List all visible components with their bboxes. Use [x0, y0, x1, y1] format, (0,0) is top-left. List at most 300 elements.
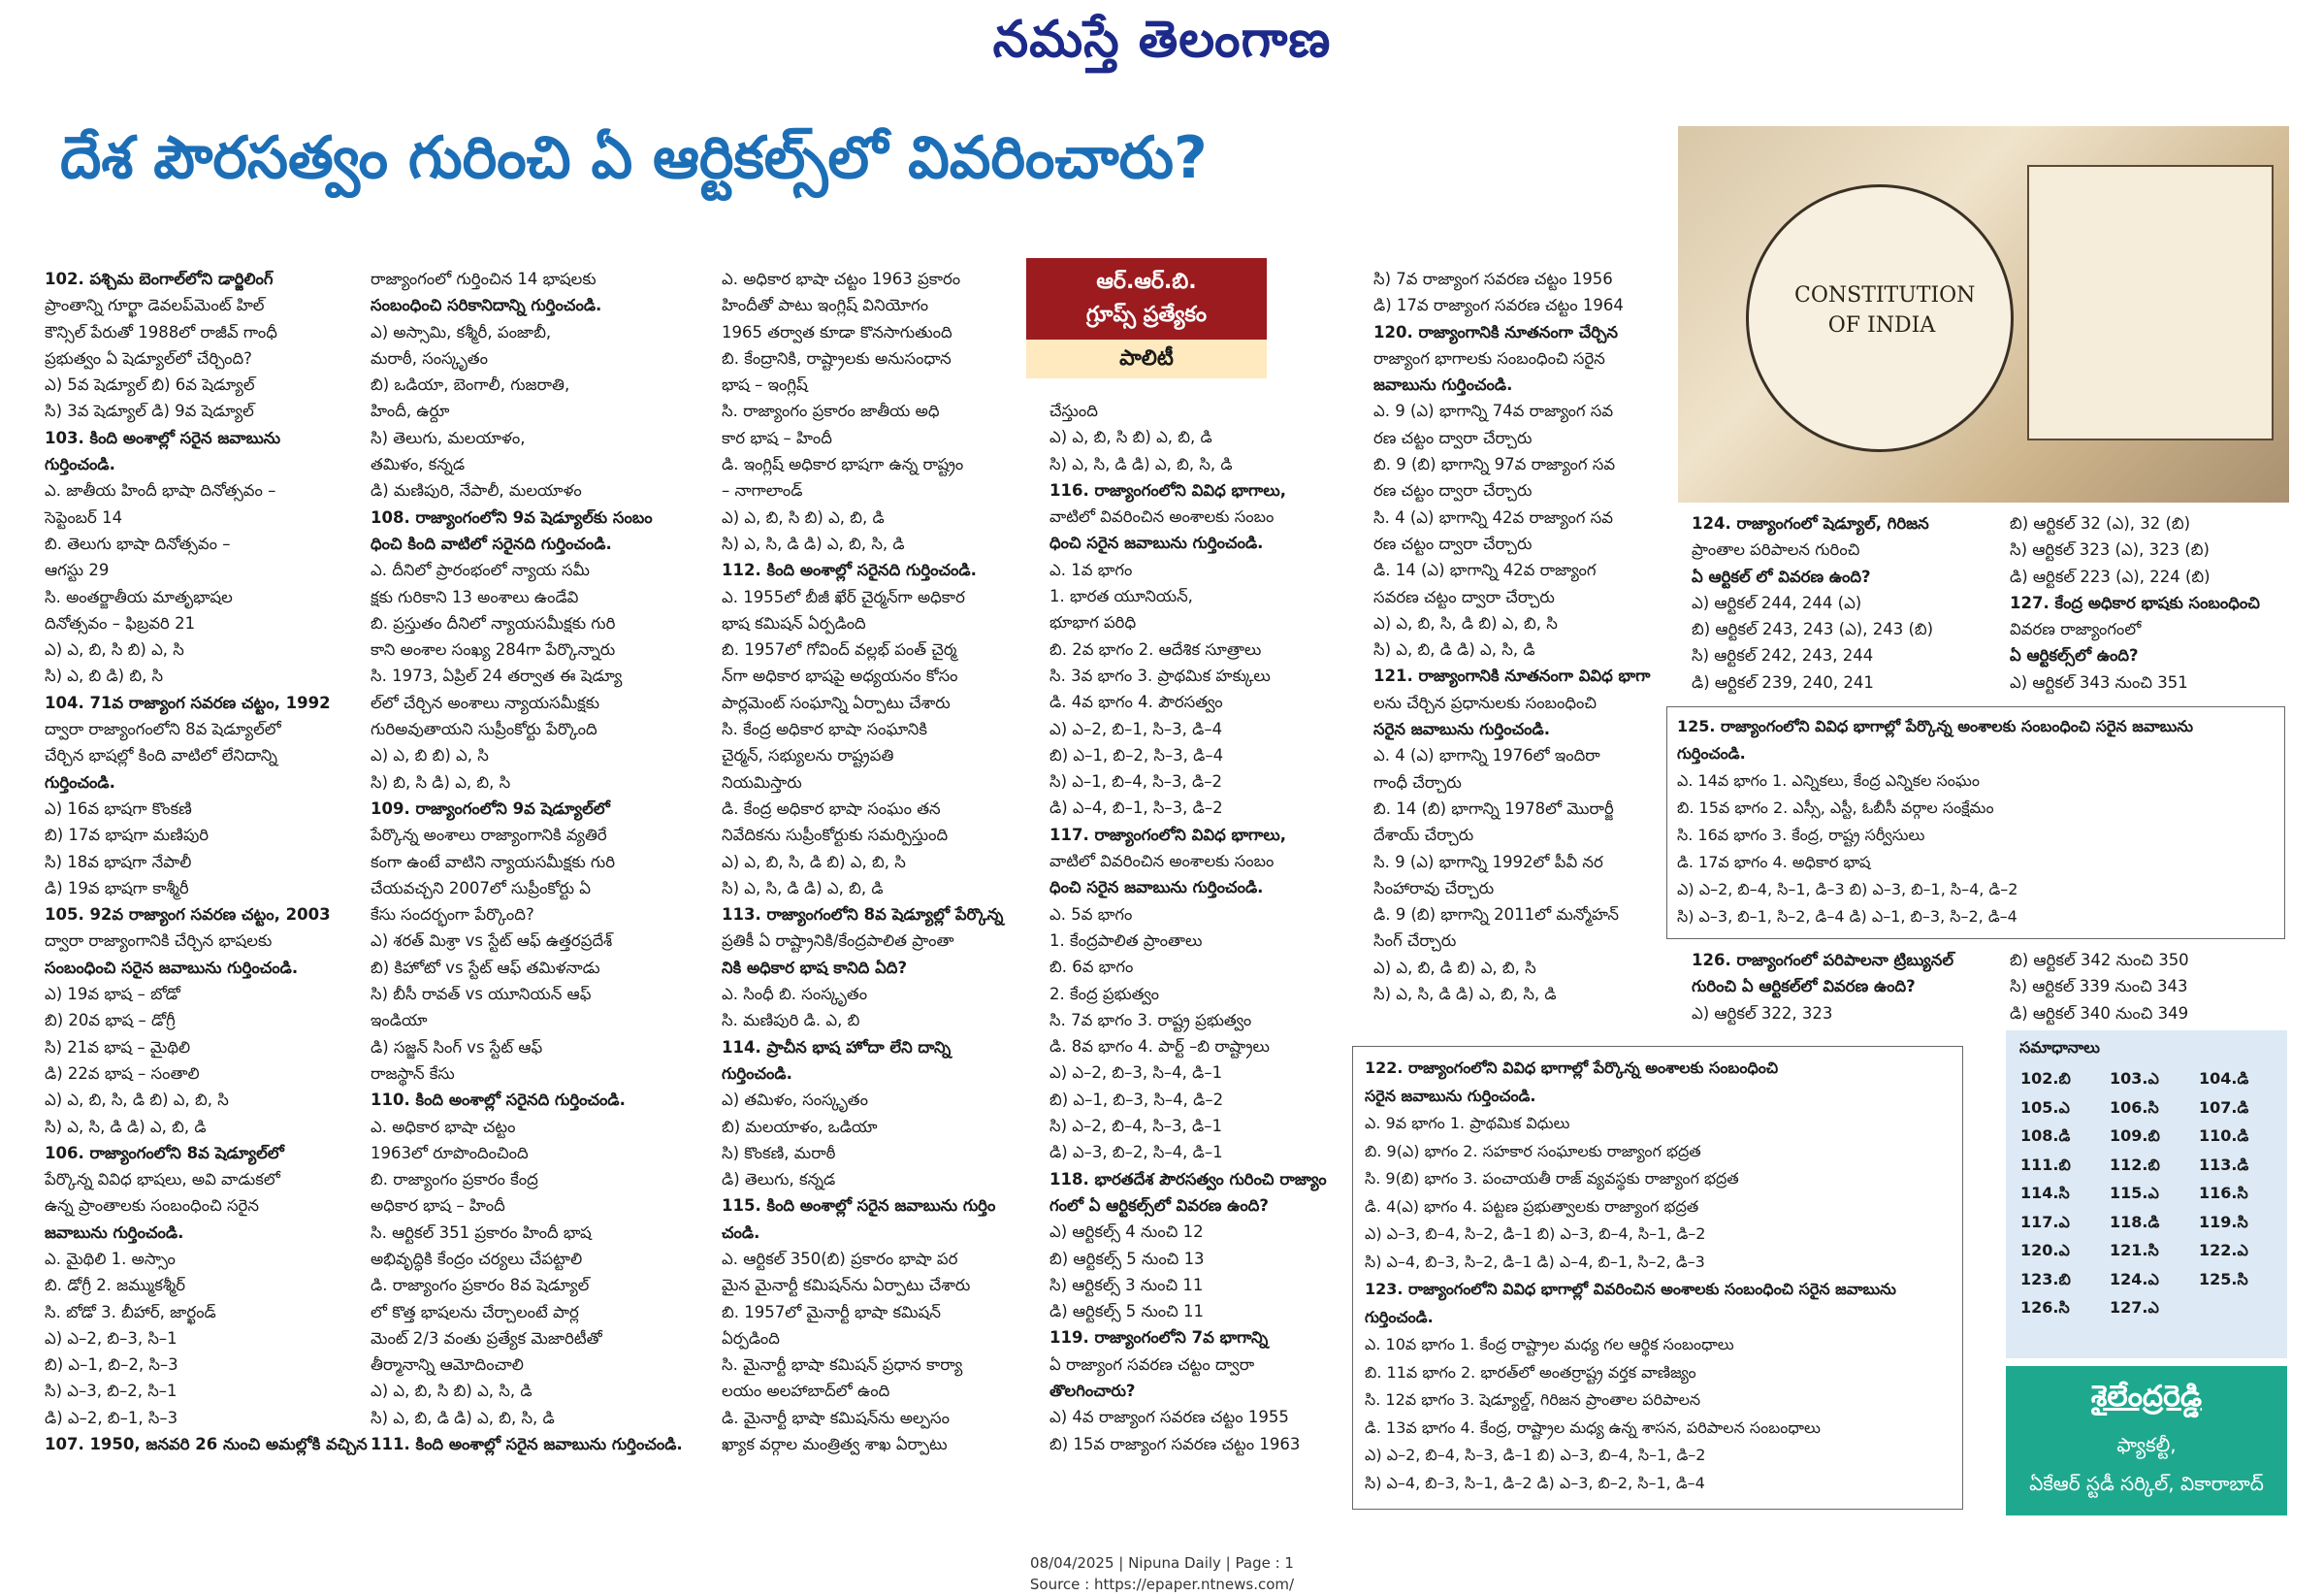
text-line: ఎ) అస్సామి, కశ్మీరీ, పంజాబీ, — [371, 322, 552, 342]
text-line: చైర్మన్, సభ్యులను రాష్ట్రపతి — [722, 746, 894, 765]
text-line: ధించి కింది వాటిలో సరైనది గుర్తించండి. — [371, 534, 612, 553]
answer-row — [2019, 1267, 2287, 1296]
text-line: 1. కేంద్రపాలిత ప్రాంతాలు — [1049, 930, 1203, 950]
answer-row — [2019, 1238, 2287, 1267]
answer-cell: 125.సి — [2199, 1269, 2248, 1288]
text-line: సి) ఎ–1, బి–4, సి–3, డి–2 — [1049, 772, 1222, 792]
text-line: సి) ఆర్టికల్ 323 (ఎ), 323 (బి) — [2010, 540, 2210, 560]
answers-title: సమాధానాలు — [2019, 1038, 2100, 1057]
text-line: సరైన జవాబును గుర్తించండి. — [1373, 720, 1551, 739]
answer-cell: 110.డి — [2199, 1126, 2249, 1146]
text-line: ఖ్యాక వర్గాల మంత్రిత్వ శాఖ ఏర్పాటు — [722, 1435, 948, 1454]
text-line: భాష – ఇంగ్లిష్ — [722, 375, 808, 395]
text-line: ల్‌లో చేర్చిన అంశాలు న్యాయసమీక్షకు — [371, 693, 600, 712]
text-line: ఎ. జాతీయ హిందీ భాషా దినోత్సవం – — [45, 481, 276, 501]
text-line: 112. కింది అంశాల్లో సరైనది గుర్తించండి. — [722, 561, 977, 580]
text-line: బి) ఎ–1, బి–2, సి–3 — [45, 1355, 178, 1375]
text-line: చండి. — [722, 1222, 760, 1242]
question-126-options — [2010, 947, 2189, 1026]
text-line: సి) ఎ–4, బి–3, సి–1, డి–2 డి) ఎ–3, బి–2, సి–1, డి–4 — [1365, 1473, 1705, 1492]
text-line: గుర్తించండి. — [45, 772, 115, 792]
text-line: ఎ) ఎ, బి, సి, డి బి) ఎ, బి, సి — [722, 852, 906, 871]
text-line: డి) తెలుగు, కన్నడ — [722, 1170, 836, 1189]
text-line: ఎ) ఎ, బి బి) ఎ, సి — [371, 746, 489, 765]
text-line: అధికార భాష – హిందీ — [371, 1196, 505, 1216]
text-line: సి. రాజ్యాంగం ప్రకారం జాతీయ అధి — [722, 402, 940, 421]
text-line: సి) ఎ–2, బి–4, సి–3, డి–1 — [1049, 1117, 1222, 1136]
text-line: డి) 17వ రాజ్యాంగ సవరణ చట్టం 1964 — [1373, 296, 1624, 315]
text-line: భాష కమిషన్ ఏర్పడింది — [722, 613, 866, 633]
text-line: సి. ఆర్టికల్ 351 ప్రకారం హిందీ భాష — [371, 1222, 592, 1242]
answer-cell: 109.బి — [2110, 1126, 2160, 1146]
text-line: ఎ. సింధీ బి. సంస్కృతం — [722, 985, 868, 1004]
text-line: ఎ) 19వ భాష – బోడో — [45, 985, 180, 1004]
text-line: ఎ) ఎ–2, బి–3, సి–4, డి–1 — [1049, 1063, 1223, 1083]
text-line: బి) ఆర్టికల్స్ 5 నుంచి 13 — [1049, 1249, 1205, 1268]
text-line: గుర్తించండి. — [45, 455, 115, 474]
photo-caption: CONSTITUTION OF INDIA — [1794, 283, 1976, 338]
text-line: ఎ) ఎ–3, బి–4, సి–2, డి–1 బి) ఎ–3, బి–4, సి–1, డి–2 — [1365, 1224, 1706, 1243]
text-line: సి) 3వ షెడ్యూల్ డి) 9వ షెడ్యూల్ — [45, 402, 254, 421]
text-line: డి) ఆర్టికల్ 239, 240, 241 — [1692, 672, 1874, 692]
text-line: బి. 15వ భాగం 2. ఎస్సీ, ఎస్టీ, ఓబీసీ వర్గాల సంక్షేమం — [1677, 798, 1994, 817]
text-line: తమిళం, కన్నడ — [371, 455, 466, 474]
column-3 — [722, 266, 1003, 1457]
column-6 — [1692, 510, 1933, 696]
text-line: సి. 9(బి) భాగం 3. పంచాయతీ రాజ్ వ్యవస్థకు రాజ్యాంగ భద్రత — [1365, 1169, 1739, 1188]
text-line: రణ చట్టం ద్వారా చేర్చారు — [1373, 481, 1533, 501]
text-line: సి) ఎ–4, బి–3, సి–2, డి–1 డి) ఎ–4, బి–1, సి–2, డి–3 — [1365, 1252, 1705, 1271]
text-line: ఎ) ఎ, బి, సి బి) ఎ, సి, డి — [371, 1382, 533, 1401]
text-line: 120. రాజ్యాంగానికి నూతనంగా చేర్చిన — [1373, 322, 1618, 342]
text-line: గురించి ఏ ఆర్టికల్‌లో వివరణ ఉంది? — [1692, 977, 1916, 996]
text-line: లయం అలహాబాద్‌లో ఉంది — [722, 1382, 890, 1401]
text-line: సి. 16వ భాగం 3. కేంద్ర, రాష్ట్ర సర్వీసులు — [1677, 826, 1925, 844]
answer-cell: 112.బి — [2110, 1155, 2160, 1174]
text-line: సి. బోడో 3. బీహార్, జార్ఖండ్ — [45, 1302, 216, 1321]
text-line: సి) ఆర్టికల్ 242, 243, 244 — [1692, 646, 1874, 666]
text-line: ఎ. 1వ భాగం — [1049, 560, 1133, 579]
text-line: ఏ ఆర్టికల్స్‌లో ఉంది? — [2010, 646, 2139, 666]
text-line: చేయవచ్చని 2007లో సుప్రీంకోర్టు ఏ — [371, 878, 591, 897]
text-line: కంగా ఉంటే వాటిని న్యాయసమీక్షకు గురి — [371, 852, 616, 871]
text-line: బి) ఎ–1, బి–2, సి–3, డి–4 — [1049, 745, 1224, 765]
text-line: సి) ఎ, సి, డి డి) ఎ, బి, సి, డి — [1373, 985, 1557, 1004]
text-line: 121. రాజ్యాంగానికి నూతనంగా వివిధ భాగా — [1373, 667, 1651, 686]
text-line: ఆగస్టు 29 — [45, 561, 110, 580]
text-line: సి) 7వ రాజ్యాంగ సవరణ చట్టం 1956 — [1373, 270, 1613, 288]
banner-title — [1026, 258, 1267, 340]
text-line: వాటిలో వివరించిన అంశాలకు సంబం — [1049, 507, 1275, 527]
text-line: సి) ఎ, సి, డి డి) ఎ, బి, సి, డి — [1049, 454, 1233, 473]
author-name: శైలేంద్రరెడ్డి — [2090, 1380, 2203, 1414]
text-line: 110. కింది అంశాల్లో సరైనది గుర్తించండి. — [371, 1091, 626, 1110]
text-line: సి. మణిపురి డి. ఎ, బి — [722, 1011, 860, 1030]
text-line: గుర్తించండి. — [1365, 1307, 1434, 1326]
text-line: 106. రాజ్యాంగంలోని 8వ షెడ్యూల్‌లో — [45, 1143, 284, 1162]
text-line: సి. 7వ భాగం 3. రాష్ట్ర ప్రభుత్వం — [1049, 1010, 1252, 1029]
text-line: డి. ఇంగ్లిష్ అధికార భాషగా ఉన్న రాష్ట్రం — [722, 455, 964, 474]
text-line: 124. రాజ్యాంగంలో షెడ్యూల్, గిరిజన — [1692, 514, 1929, 533]
text-line: సి. అంతర్జాతీయ మాతృభాషల — [45, 587, 233, 606]
page-headline: దేశ పౌరసత్వం గురించి ఏ ఆర్టికల్స్‌లో వివరించారు? — [60, 124, 1208, 192]
text-line: 109. రాజ్యాంగంలోని 9వ షెడ్యూల్‌లో — [371, 798, 610, 818]
answer-row — [2019, 1295, 2287, 1324]
text-line: డి) ఆర్టికల్ 340 నుంచి 349 — [2010, 1003, 2189, 1023]
column-1 — [45, 266, 368, 1457]
text-line: ఏర్పడింది — [722, 1328, 780, 1348]
text-line: సి) 21వ భాష – మైథిలి — [45, 1037, 191, 1057]
answer-cell: 111.బి — [2020, 1155, 2071, 1174]
text-line: ఎ. ఆర్టికల్ 350(బి) ప్రకారం భాషా పర — [722, 1249, 958, 1268]
text-line: ప్రభుత్వం ఏ షెడ్యూల్‌లో చేర్చింది? — [45, 348, 252, 368]
text-line: 107. 1950, జనవరి 26 నుంచి అమల్లోకి వచ్చిన — [45, 1435, 368, 1454]
text-line: 1963లో రూపొందించింది — [371, 1143, 529, 1162]
text-line: డి. 8వ భాగం 4. పార్ట్ –బి రాష్ట్రాలు — [1049, 1037, 1270, 1057]
answer-cell: 118.డి — [2110, 1212, 2160, 1231]
answer-cell: 107.డి — [2199, 1097, 2249, 1117]
text-line: సి) 18వ భాషగా నేపాలీ — [45, 852, 192, 871]
answer-cell: 108.డి — [2020, 1126, 2071, 1146]
page-footer — [0, 1552, 2324, 1595]
text-line: సి) ఎ–3, బి–1, సి–2, డి–4 డి) ఎ–1, బి–3, సి–2, డి–4 — [1677, 907, 2017, 926]
text-line: ఉన్న ప్రాంతాలకు సంబంధించి సరైన — [45, 1196, 259, 1216]
text-line: 105. 92వ రాజ్యాంగ సవరణ చట్టం, 2003 — [45, 905, 331, 925]
column-7 — [2010, 510, 2260, 696]
text-line: ఎ. 9 (ఎ) భాగాన్ని 74వ రాజ్యాంగ సవ — [1373, 402, 1614, 421]
text-line: అభివృద్ధికి కేంద్రం చర్యలు చేపట్టాలి — [371, 1249, 583, 1268]
text-line: సి) కొంకణి, మరాఠీ — [722, 1143, 836, 1162]
text-line: బి. 9 (బి) భాగాన్ని 97వ రాజ్యాంగ సవ — [1373, 455, 1616, 474]
text-line: బి) ఆర్టికల్ 342 నుంచి 350 — [2010, 951, 2189, 969]
text-line: నివేదికను సుప్రీంకోర్టుకు సమర్పిస్తుంది — [722, 826, 949, 845]
text-line: ద్వారా రాజ్యాంగానికి చేర్చిన భాషలకు — [45, 931, 273, 951]
constitution-photo — [1678, 126, 2289, 503]
banner-line2: గ్రూప్స్ ప్రత్యేకం — [1085, 303, 1208, 327]
answer-row — [2019, 1153, 2287, 1182]
text-line: 111. కింది అంశాల్లో సరైన జవాబును గుర్తించండి. — [371, 1435, 683, 1454]
text-line: సి) బీసీ రావత్ vs యూనియన్ ఆఫ్ — [371, 985, 592, 1004]
answer-cell: 115.ఎ — [2110, 1184, 2159, 1203]
text-line: డి) 22వ భాష – సంతాలి — [45, 1063, 200, 1083]
text-line: ఎ. మైథిలి 1. అస్సాం — [45, 1249, 176, 1268]
text-line: ఎ) 4వ రాజ్యాంగ సవరణ చట్టం 1955 — [1049, 1408, 1289, 1427]
text-line: సి. 1973, ఏప్రిల్ 24 తర్వాత ఈ షెడ్యూ — [371, 667, 623, 686]
text-line: సెప్టెంబర్ 14 — [45, 507, 123, 527]
text-line: సి. 3వ భాగం 3. ప్రాథమిక హక్కులు — [1049, 666, 1271, 685]
text-line: ఎ. 1955లో బీజీ ఖేర్ చైర్మన్‌గా అధికార — [722, 587, 965, 606]
text-line: 113. రాజ్యాంగంలోని 8వ షెడ్యూల్లో పేర్కొన్న — [722, 905, 1004, 925]
text-line: ఇండియా — [371, 1011, 428, 1030]
answer-cell: 126.సి — [2020, 1298, 2070, 1318]
answer-cell: 121.సి — [2110, 1241, 2159, 1260]
text-line: ఎ. అధికార భాషా చట్టం — [371, 1117, 516, 1136]
text-line: జవాబును గుర్తించండి. — [1373, 375, 1513, 395]
text-line: ఎ) ఎ, బి, సి బి) ఎ, బి, డి — [1049, 428, 1212, 447]
text-line: ఎ. 14వ భాగం 1. ఎన్నికలు, కేంద్ర ఎన్నికల సంఘం — [1677, 771, 1980, 790]
text-line: డి) సజ్జన్ సింగ్ vs స్టేట్ ఆఫ్ — [371, 1037, 543, 1057]
text-line: సవరణ చట్టం ద్వారా చేర్చారు — [1373, 587, 1555, 606]
masthead-logo: నమస్తే తెలంగాణ — [992, 10, 1332, 69]
answer-row — [2019, 1124, 2287, 1153]
text-line: బి) 15వ రాజ్యాంగ సవరణ చట్టం 1963 — [1049, 1434, 1301, 1453]
text-line: తొలగించారు? — [1049, 1381, 1136, 1400]
text-line: ఎ. 4 (ఎ) భాగాన్ని 1976లో ఇందిరా — [1373, 746, 1600, 765]
text-line: ఎ) 5వ షెడ్యూల్ బి) 6వ షెడ్యూల్ — [45, 375, 255, 395]
text-line: 116. రాజ్యాంగంలోని వివిధ భాగాలు, — [1049, 480, 1287, 500]
answer-cell — [2198, 1295, 2287, 1324]
text-line: నియమిస్తారు — [722, 772, 802, 792]
text-line: ఎ. 5వ భాగం — [1049, 904, 1133, 924]
text-line: ఎ) ఎ–2, బి–1, సి–3, డి–4 — [1049, 719, 1223, 738]
text-line: ఎ) 16వ భాషగా కొంకణి — [45, 798, 192, 818]
text-line: ధించి సరైన జవాబును గుర్తించండి. — [1049, 534, 1264, 553]
answer-cell: 127.ఎ — [2110, 1298, 2159, 1318]
text-line: కౌన్సిల్ పేరుతో 1988లో రాజీవ్ గాంధీ — [45, 322, 277, 342]
text-line: బి. 1957లో మైనార్టీ భాషా కమిషన్ — [722, 1302, 941, 1321]
text-line: డి) ఆర్టికల్ 223 (ఎ), 224 (బి) — [2010, 567, 2211, 586]
text-line: బి) 20వ భాష – డోగ్రీ — [45, 1011, 176, 1030]
text-line: మెంట్ 2/3 వంతు ప్రత్యేక మెజారిటీతో — [371, 1328, 602, 1348]
answer-cell: 116.సి — [2199, 1184, 2248, 1203]
book-right-page — [2027, 165, 2274, 440]
text-line: సి) ఆర్టికల్స్ 3 నుంచి 11 — [1049, 1275, 1204, 1294]
text-line: ఎ) ఎ, బి, డి బి) ఎ, బి, సి — [1373, 958, 1536, 977]
answer-cell: 103.ఎ — [2110, 1069, 2159, 1089]
text-line: డి) ఎ–3, బి–2, సి–4, డి–1 — [1049, 1143, 1223, 1162]
text-line: గుర్తించండి. — [1677, 744, 1746, 763]
text-line: గుర్తించండి. — [722, 1063, 792, 1083]
text-line: రణ చట్టం ద్వారా చేర్చారు — [1373, 534, 1533, 553]
text-line: సి) తెలుగు, మలయాళం, — [371, 428, 526, 447]
banner-subject: పాలిటీ — [1026, 340, 1267, 378]
text-line: ఎ) ఆర్టికల్ 343 నుంచి 351 — [2010, 672, 2188, 692]
text-line: 103. కింది అంశాల్లో సరైన జవాబును — [45, 428, 281, 447]
text-line: గురిఅవుతాయని సుప్రీంకోర్టు పేర్కొంది — [371, 720, 597, 739]
text-line: బి. 1957లో గోవింద్ వల్లభ్ పంత్ చైర్మ — [722, 640, 957, 660]
text-line: ఎ) ఎ–2, బి–4, సి–1, డి–3 బి) ఎ–3, బి–1, సి–4, డి–2 — [1677, 880, 2018, 898]
answers-table — [2019, 1066, 2287, 1324]
text-line: బి) ఒడియా, బెంగాలీ, గుజరాతి, — [371, 375, 570, 395]
text-line: హిందీతో పాటు ఇంగ్లిష్ వినియోగం — [722, 296, 929, 315]
question-125-box — [1666, 706, 2285, 939]
author-role: ఫ్యాకల్టీ, — [2116, 1433, 2177, 1456]
text-line: బి) ఎ–1, బి–3, సి–4, డి–2 — [1049, 1090, 1224, 1109]
text-line: 102. పశ్చిమ బెంగాల్‌లోని డార్జిలింగ్ — [45, 270, 274, 288]
text-line: ఎ. 9వ భాగం 1. ప్రాథమిక విధులు — [1365, 1114, 1570, 1132]
answer-cell: 122.ఎ — [2199, 1241, 2248, 1260]
text-line: సంబంధించి సరికానిదాన్ని గుర్తించండి. — [371, 296, 602, 315]
text-line: సి) ఎ–3, బి–2, సి–1 — [45, 1382, 178, 1401]
text-line: ధించి సరైన జవాబును గుర్తించండి. — [1049, 878, 1264, 897]
text-line: బి. డోగ్రీ 2. జమ్ముకశ్మీర్ — [45, 1276, 186, 1295]
answer-cell: 113.డి — [2199, 1155, 2249, 1174]
text-line: ఎ. దీనిలో ప్రారంభంలో న్యాయ సమీ — [371, 561, 591, 580]
text-line: 122. రాజ్యాంగంలోని వివిధ భాగాల్లో పేర్కొన్న అంశాలకు సంబంధించి — [1365, 1059, 1779, 1077]
text-line: ఎ) ఎ, బి, సి బి) ఎ, సి — [45, 640, 184, 660]
text-line: సి. కేంద్ర అధికార భాషా సంఘానికి — [722, 720, 927, 739]
text-line: 125. రాజ్యాంగంలోని వివిధ భాగాల్లో పేర్కొన్న అంశాలకు సంబంధించి సరైన జవాబును — [1677, 717, 2194, 735]
text-line: మైన మైనార్టీ కమిషన్‌ను ఏర్పాటు చేశారు — [722, 1276, 971, 1295]
text-line: ఎ) ఎ–2, బి–4, సి–3, డి–1 బి) ఎ–3, బి–4, సి–1, డి–2 — [1365, 1446, 1706, 1464]
text-line: డి. 17వ భాగం 4. అధికార భాష — [1677, 853, 1871, 871]
answer-cell: 120.ఎ — [2020, 1241, 2070, 1260]
text-line: సి) ఎ, సి, డి డి) ఎ, బి, డి — [45, 1117, 207, 1136]
text-line: సి) ఎ, బి, డి డి) ఎ, బి, సి, డి — [371, 1408, 555, 1427]
text-line: 2. కేంద్ర ప్రభుత్వం — [1049, 984, 1159, 1003]
text-line: ఎ. అధికార భాషా చట్టం 1963 ప్రకారం — [722, 270, 961, 288]
text-line: రాజ్యాంగ భాగాలకు సంబంధించి సరైన — [1373, 348, 1605, 368]
text-line: క్షకు గురికాని 13 అంశాలు ఉండేవి — [371, 587, 579, 606]
text-line: డి) 19వ భాషగా కాశ్మీరీ — [45, 878, 189, 897]
text-line: ఎ) ఎ, బి, సి, డి బి) ఎ, బి, సి — [1373, 613, 1558, 633]
text-line: డి. 9 (బి) భాగాన్ని 2011లో మన్మోహన్ — [1373, 905, 1619, 925]
text-line: కాని అంశాల సంఖ్య 284గా పేర్కొన్నారు — [371, 640, 616, 660]
text-line: డి. 14 (ఎ) భాగాన్ని 42వ రాజ్యాంగ — [1373, 561, 1597, 580]
answer-cell: 123.బి — [2020, 1269, 2071, 1288]
text-line: చేర్చిన భాషల్లో కింది వాటిలో లేనిదాన్ని — [45, 746, 277, 765]
text-line: తీర్మానాన్ని ఆమోదించాలి — [371, 1355, 524, 1375]
author-org: ఏకేఆర్ స్టడీ సర్కిల్, వికారాబాద్ — [2029, 1472, 2264, 1495]
text-line: ఎ) ఎ, బి, సి బి) ఎ, బి, డి — [722, 507, 885, 527]
banner-line1: ఆర్.ఆర్.బి. — [1096, 270, 1197, 294]
text-line: సి) ఎ, బి, డి డి) ఎ, సి, డి — [1373, 640, 1535, 660]
text-line: ప్రతికీ ఏ రాష్ట్రానికి/కేంద్రపాలిత ప్రాంతా — [722, 931, 954, 951]
text-line: రణ చట్టం ద్వారా చేర్చారు — [1373, 428, 1533, 447]
text-line: డి) ఎ–4, బి–1, సి–3, డి–2 — [1049, 798, 1223, 818]
text-line: – నాగాలాండ్ — [722, 481, 803, 501]
footer-source: Source : https://epaper.ntnews.com/ — [1029, 1576, 1295, 1593]
text-line: డి. మైనార్టీ భాషా కమిషన్‌ను అల్పసం — [722, 1408, 950, 1427]
answer-row — [2019, 1095, 2287, 1124]
text-line: గాంధీ చేర్చారు — [1373, 772, 1462, 792]
text-line: సరైన జవాబును గుర్తించండి. — [1365, 1086, 1536, 1105]
text-line: బి. రాజ్యాంగం ప్రకారం కేంద్ర — [371, 1170, 538, 1189]
text-line: ఎ) శరత్ మిశ్రా vs స్టేట్ ఆఫ్ ఉత్తరప్రదేశ్ — [371, 931, 613, 951]
text-line: వివరణ రాజ్యాంగంలో — [2010, 620, 2142, 639]
text-line: కేసు సందర్భంగా పేర్కొంది? — [371, 905, 534, 925]
text-line: ఎ) ఆర్టికల్ 244, 244 (ఎ) — [1692, 593, 1862, 612]
text-line: బి. 11వ భాగం 2. భారత్‌లో అంతర్రాష్ట్ర వర్తక వాణిజ్యం — [1365, 1362, 1696, 1382]
answers-panel — [2006, 1030, 2287, 1358]
answer-row — [2019, 1210, 2287, 1239]
footer-date: 08/04/2025 | Nipuna Daily | Page : 1 — [1030, 1554, 1294, 1572]
text-line: సి. మైనార్టీ భాషా కమిషన్ ప్రధాన కార్యా — [722, 1355, 963, 1375]
text-line: ఏ ఆర్టికల్ లో వివరణ ఉంది? — [1692, 567, 1871, 586]
text-line: 123. రాజ్యాంగంలోని వివిధ భాగాల్లో వివరించిన అంశాలకు సంబంధించి సరైన జవాబును — [1365, 1280, 1896, 1298]
text-line: బి. 14 (బి) భాగాన్ని 1978లో మొరార్జీ — [1373, 798, 1614, 818]
text-line: భూభాగ పరిధి — [1049, 613, 1137, 633]
text-line: డి. కేంద్ర అధికార భాషా సంఘం తన — [722, 798, 941, 818]
text-line: బి. తెలుగు భాషా దినోత్సవం – — [45, 534, 231, 553]
text-line: దేశాయ్ చేర్చారు — [1373, 826, 1474, 845]
text-line: సి) ఎ, బి డి) బి, సి — [45, 667, 164, 686]
text-line: వాటిలో వివరించిన అంశాలకు సంబం — [1049, 852, 1275, 871]
text-line: బి) ఆర్టికల్ 32 (ఎ), 32 (బి) — [2010, 514, 2191, 533]
text-line: 114. ప్రాచీన భాష హోదా లేని దాన్ని — [722, 1037, 952, 1057]
text-line: పార్లమెంట్ సంఘాన్ని ఏర్పాటు చేశారు — [722, 693, 951, 712]
text-line: రాజస్థాన్ కేసు — [371, 1063, 455, 1083]
text-line: 108. రాజ్యాంగంలోని 9వ షెడ్యూల్‌కు సంబం — [371, 507, 653, 527]
text-line: బి) ఆర్టికల్ 243, 243 (ఎ), 243 (బి) — [1692, 620, 1934, 639]
text-line: సి) బి, సి డి) ఎ, బి, సి — [371, 772, 511, 792]
text-line: జవాబును గుర్తించండి. — [45, 1222, 184, 1242]
answer-cell: 119.సి — [2199, 1212, 2248, 1231]
text-line: బి. 2వ భాగం 2. ఆదేశిక సూత్రాలు — [1049, 639, 1262, 659]
text-line: ఎ. 10వ భాగం 1. కేంద్ర రాష్ట్రాల మధ్య గల ఆర్థిక సంబంధాలు — [1365, 1335, 1734, 1353]
text-line: డి) ఆర్టికల్స్ 5 నుంచి 11 — [1049, 1302, 1205, 1321]
text-line: పేర్కొన్న వివిధ భాషలు, అవి వాడుకలో — [45, 1170, 280, 1189]
text-line: ఎ) ఎ–2, బి–3, సి–1 — [45, 1328, 178, 1348]
answer-cell: 114.సి — [2020, 1184, 2070, 1203]
text-line: లను చేర్చిన ప్రధానులకు సంబంధించి — [1373, 693, 1598, 712]
text-line: కార భాష – హిందీ — [722, 428, 832, 447]
text-line: బి. కేంద్రానికి, రాష్ట్రాలకు అనుసంధాన — [722, 348, 952, 368]
text-line: ఎ) ఎ, బి, సి, డి బి) ఎ, బి, సి — [45, 1091, 229, 1110]
text-line: పేర్కొన్న అంశాలు రాజ్యాంగానికి వ్యతిరే — [371, 826, 607, 845]
section-banner — [1026, 258, 1267, 394]
text-line: 119. రాజ్యాంగంలోని 7వ భాగాన్ని — [1049, 1328, 1269, 1348]
text-line: డి. రాజ్యాంగం ప్రకారం 8వ షెడ్యూల్ — [371, 1276, 590, 1295]
text-line: సింగ్ చేర్చారు — [1373, 931, 1457, 951]
text-line: సంబంధించి సరైన జవాబును గుర్తించండి. — [45, 958, 299, 977]
author-box — [2006, 1366, 2287, 1515]
column-2 — [371, 266, 683, 1457]
text-line: రాజ్యాంగంలో గుర్తించిన 14 భాషలకు — [371, 270, 597, 288]
text-line: సింహారావు చేర్చారు — [1373, 878, 1495, 897]
text-line: సి) ఆర్టికల్ 339 నుంచి 343 — [2010, 977, 2188, 996]
text-line: బి) కిహోటో vs స్టేట్ ఆఫ్ తమిళనాడు — [371, 958, 600, 977]
text-line: బి) 17వ భాషగా మణిపురి — [45, 826, 210, 845]
answer-row — [2019, 1181, 2287, 1210]
text-line: ఎ) ఆర్టికల్ 322, 323 — [1692, 1003, 1833, 1023]
question-126 — [1692, 947, 1953, 1026]
text-line: డి) ఎ–2, బి–1, సి–3 — [45, 1408, 178, 1427]
text-line: ద్వారా రాజ్యాంగంలోని 8వ షెడ్యూల్‌లో — [45, 720, 281, 739]
text-line: దినోత్సవం – ఫిబ్రవరి 21 — [45, 613, 196, 633]
text-line: సి) ఎ, సి, డి డి) ఎ, బి, డి — [722, 878, 884, 897]
text-line: డి. 13వ భాగం 4. కేంద్ర, రాష్ట్రాల మధ్య ఉన్న శాసన, పరిపాలన సంబంధాలు — [1365, 1417, 1821, 1437]
answer-cell: 117.ఎ — [2020, 1212, 2070, 1231]
column-5 — [1373, 266, 1650, 1007]
text-line: ఎ) తమిళం, సంస్కృతం — [722, 1091, 869, 1110]
answer-cell: 102.బి — [2020, 1069, 2071, 1089]
text-line: డి. 4వ భాగం 4. పౌరసత్వం — [1049, 693, 1223, 712]
text-line: 117. రాజ్యాంగంలోని వివిధ భాగాలు, — [1049, 825, 1287, 844]
text-line: సి. 12వ భాగం 3. షెడ్యూల్డ్, గిరిజన ప్రాంతాల పరిపాలన — [1365, 1390, 1701, 1409]
text-line: సి. 4 (ఎ) భాగాన్ని 42వ రాజ్యాంగ సవ — [1373, 507, 1613, 527]
text-line: ప్రాంతాన్ని గూర్ఖా డెవలప్‌మెంట్ హిల్ — [45, 296, 265, 315]
text-line: సి. 9 (ఎ) భాగాన్ని 1992లో పీవీ నర — [1373, 852, 1603, 871]
text-line: చేస్తుంది — [1049, 402, 1098, 420]
text-line: బి. 9(ఎ) భాగం 2. సహకార సంఘాలకు రాజ్యాంగ భద్రత — [1365, 1141, 1701, 1160]
text-line: 115. కింది అంశాల్లో సరైన జవాబును గుర్తిం — [722, 1196, 996, 1216]
text-line: గంలో ఏ ఆర్టికల్స్‌లో వివరణ ఉంది? — [1049, 1195, 1269, 1215]
answer-cell: 124.ఎ — [2110, 1269, 2159, 1288]
text-line: 127. కేంద్ర అధికార భాషకు సంబంధించి — [2010, 593, 2260, 612]
text-line: సి) ఎ, సి, డి డి) ఎ, బి, సి, డి — [722, 534, 905, 553]
answer-row — [2019, 1066, 2287, 1095]
text-line: న్‌గా అధికార భాషపై అధ్యయనం కోసం — [722, 667, 958, 686]
text-line: ఎ) ఆర్టికల్స్ 4 నుంచి 12 — [1049, 1222, 1204, 1242]
answer-cell: 105.ఎ — [2020, 1097, 2070, 1117]
text-line: 126. రాజ్యాంగంలో పరిపాలనా ట్రిబ్యునల్ — [1692, 951, 1954, 969]
question-122-123-box — [1352, 1046, 1963, 1510]
text-line: 1965 తర్వాత కూడా కొనసాగుతుంది — [722, 322, 952, 342]
text-line: డి. 4(ఎ) భాగం 4. పట్టణ ప్రభుత్వాలకు రాజ్యాంగ భద్రత — [1365, 1196, 1699, 1216]
answer-cell: 106.సి — [2110, 1097, 2159, 1117]
text-line: బి. ప్రస్తుతం దీనిలో న్యాయసమీక్షకు గురి — [371, 613, 616, 633]
